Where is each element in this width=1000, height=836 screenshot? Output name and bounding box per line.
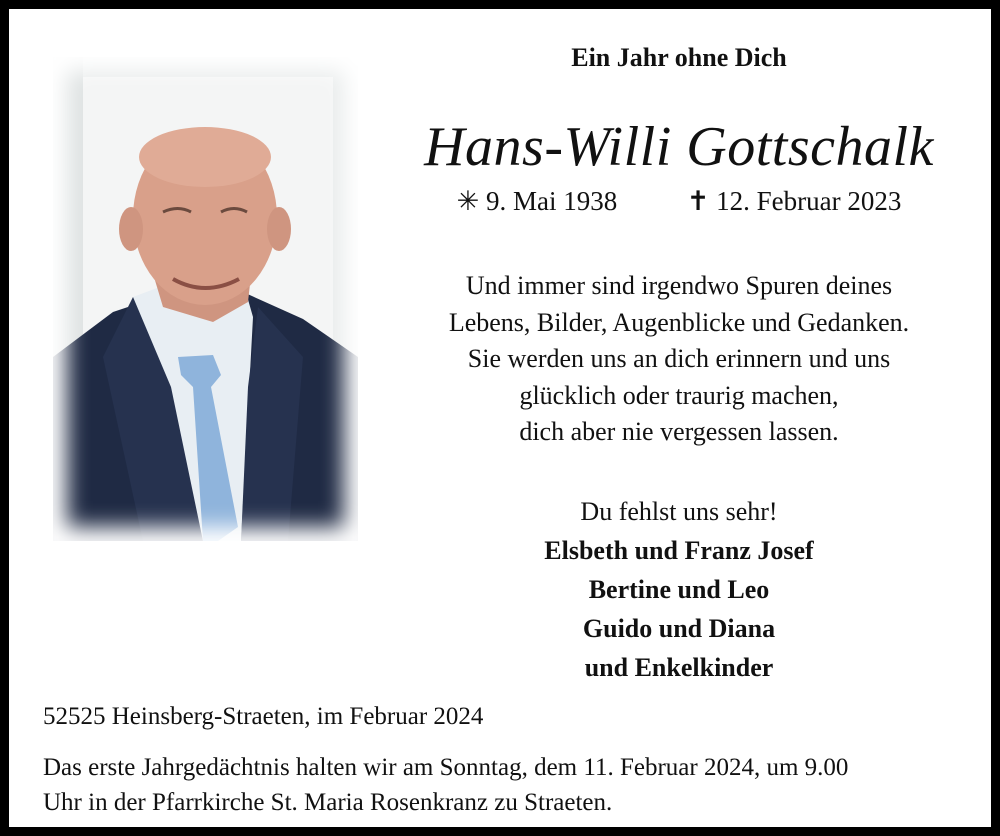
- notice-line: Uhr in der Pfarrkirche St. Maria Rosenkranz zu Straeten.: [43, 789, 613, 816]
- life-dates: [379, 186, 979, 217]
- family-member: Guido und Diana: [582, 614, 776, 643]
- poem-line: Und immer sind irgendwo Spuren deines: [465, 271, 893, 300]
- farewell-line: Du fehlst uns sehr!: [580, 497, 778, 526]
- deceased-name: Hans-Willi Gottschalk: [424, 116, 934, 178]
- birth-date-block: [457, 186, 618, 217]
- place-date: 52525 Heinsberg-Straeten, im Februar 2024: [43, 703, 484, 730]
- family-member: Bertine und Leo: [588, 575, 770, 604]
- poem-line: Sie werden uns an dich erinnern und uns: [467, 344, 891, 373]
- death-date: 12. Februar 2023: [716, 186, 902, 216]
- portrait-illustration: [53, 57, 358, 541]
- birth-star-icon: ✳: [456, 186, 480, 216]
- poem-line: dich aber nie vergessen lassen.: [519, 417, 839, 446]
- family-member: Elsbeth und Franz Josef: [544, 536, 814, 565]
- family-member: und Enkelkinder: [584, 653, 774, 682]
- portrait-photo: [53, 57, 358, 541]
- poem-line: Lebens, Bilder, Augenblicke und Gedanken.: [448, 307, 910, 337]
- death-cross-icon: ✝: [686, 186, 710, 216]
- poem: [379, 268, 979, 451]
- memorial-notice: [43, 750, 983, 820]
- signoff: [379, 492, 979, 687]
- birth-date: 9. Mai 1938: [486, 186, 618, 216]
- heading: Ein Jahr ohne Dich: [571, 43, 787, 72]
- death-date-block: [687, 186, 902, 217]
- notice-line: Das erste Jahrgedächtnis halten wir am Sonntag, dem 11. Februar 2024, um 9.00: [43, 754, 849, 781]
- poem-line: glücklich oder traurig machen,: [519, 380, 839, 410]
